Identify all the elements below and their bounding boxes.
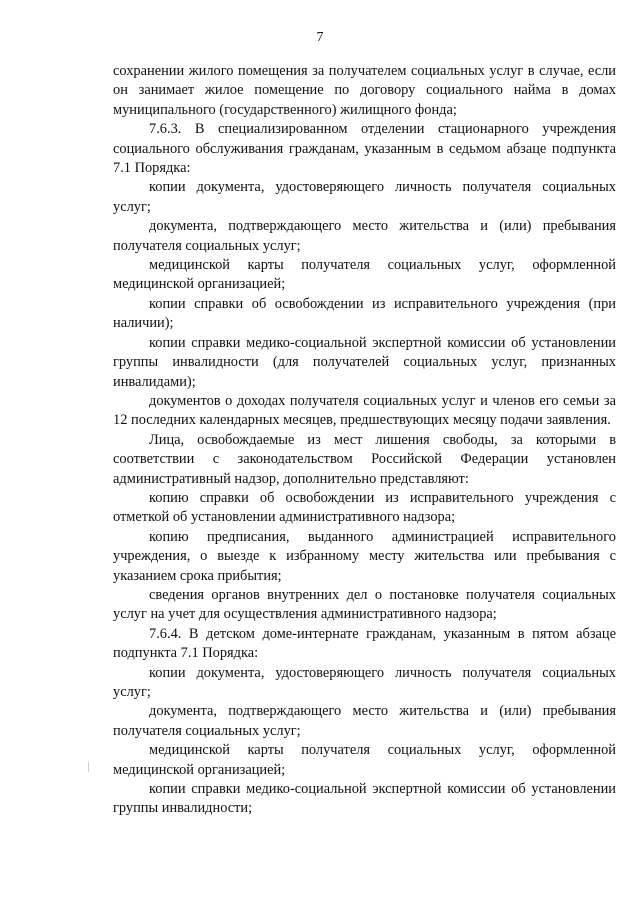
list-item: копию справки об освобождении из исправительного учреждения с отметкой об установлении административного надзора; bbox=[113, 489, 616, 526]
list-item: медицинской карты получателя социальных услуг, оформленной медицинской организацией; bbox=[113, 742, 616, 778]
page-number: 7 bbox=[316, 30, 324, 45]
list-item: медицинской карты получателя социальных услуг, оформленной медицинской организацией; bbox=[113, 257, 616, 293]
paragraph-clause-7-6-4: 7.6.4. В детском доме-интернате гражданам, указанным в пятом абзаце подпункта 7.1 Порядка: bbox=[113, 625, 616, 662]
scan-margin-mark bbox=[88, 762, 89, 772]
list-item: копии документа, удостоверяющего личность получателя социальных услуг; bbox=[113, 179, 616, 215]
list-item: документа, подтверждающего место жительства и (или) пребывания получателя социальных услуг; bbox=[113, 703, 616, 739]
list-item: сведения органов внутренних дел о постановке получателя социальных услуг на учет для осуществления административного надзора; bbox=[113, 586, 616, 623]
paragraph-clause-7-6-3: 7.6.3. В специализированном отделении стационарного учреждения социального обслуживания гражданам, указанным в седьмом абзаце подпункта 7.1 Порядка: bbox=[113, 121, 616, 177]
list-item: копию предписания, выданного администрацией исправительного учреждения, о выезде к избранному месту жительства или пребывания с указанием срока прибытия; bbox=[113, 528, 616, 584]
list-item: копии справки медико-социальной экспертной комиссии об установлении группы инвалидности; bbox=[113, 781, 616, 817]
paragraph-supervised-persons: Лица, освобождаемые из мест лишения свободы, за которыми в соответствии с законодательством Российской Федерации установлен административный надзор, дополнительно представляют: bbox=[113, 431, 616, 487]
list-item: копии справки об освобождении из исправительного учреждения (при наличии); bbox=[113, 295, 616, 332]
paragraph-continuation: сохранении жилого помещения за получателем социальных услуг в случае, если он занимает жилое помещение по договору социального найма в домах муниципального (государственного) жилищного фонда; bbox=[113, 63, 616, 118]
list-item: копии справки медико-социальной экспертной комиссии об установлении группы инвалидности (для получателей социальных услуг, признанных инвалидами); bbox=[113, 334, 616, 390]
list-item: документа, подтверждающего место жительства и (или) пребывания получателя социальных услуг; bbox=[113, 218, 616, 254]
list-item: документов о доходах получателя социальных услуг и членов его семьи за 12 последних календарных месяцев, предшествующих месяцу подачи заявления. bbox=[113, 392, 616, 429]
document-body bbox=[113, 62, 616, 819]
list-item: копии документа, удостоверяющего личность получателя социальных услуг; bbox=[113, 664, 616, 700]
